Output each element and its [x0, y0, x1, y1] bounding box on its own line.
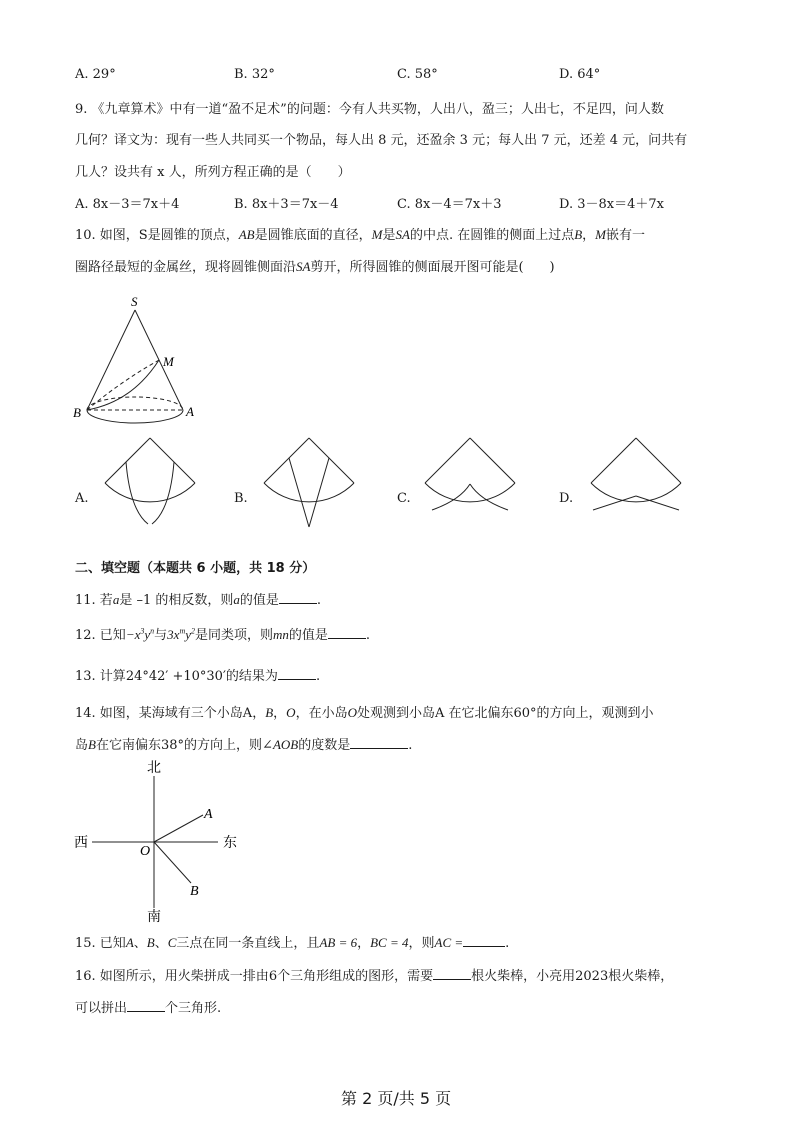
q9-option-b: B. 8x＋3＝7x－4: [234, 197, 339, 212]
q10-option-b-figure: [259, 432, 359, 532]
q9-line-3: 几人？设共有 x 人，所列方程正确的是（ ）: [75, 165, 351, 180]
compass-label-o: O: [140, 844, 151, 859]
q13-answer-blank[interactable]: [278, 667, 316, 680]
q14-answer-blank[interactable]: [350, 736, 408, 749]
q11: 11. 若a是 –1 的相反数，则a的值是 .: [75, 592, 322, 608]
compass-north: 北: [147, 761, 161, 776]
q10-option-a-label: A.: [75, 491, 89, 506]
section-2-title: 二、填空题（本题共 6 小题，共 18 分）: [75, 561, 316, 576]
compass-west: 西: [74, 836, 88, 851]
q9-option-c: C. 8x－4＝7x＋3: [397, 197, 502, 212]
cone-figure: [70, 290, 210, 435]
cone-label-b: B: [73, 405, 81, 420]
compass-east: 东: [223, 836, 237, 851]
q14-line-1: 14. 如图，某海域有三个小岛A，B，O，在小岛O处观测到小岛A 在它北偏东60°的方向上，观测到小: [75, 705, 654, 721]
q10-option-d-label: D.: [559, 491, 574, 506]
q16-answer-blank-2[interactable]: [127, 999, 165, 1012]
q12: 12. 已知$-x^3y^n$与$3x^my^2$是同类项，则mn的值是 .: [75, 626, 371, 643]
q15-answer-blank[interactable]: [463, 934, 505, 947]
q9-line-1: 9. 《九章算术》中有一道“盈不足术”的问题：今有人共买物，人出八，盈三；人出七，不足四，问人数: [75, 102, 664, 117]
q8-option-a: A. 29°: [75, 67, 116, 82]
q10-option-d-figure: [586, 432, 686, 532]
q8-option-d: D. 64°: [559, 67, 601, 82]
q10-option-c-figure: [420, 432, 520, 532]
cone-label-s: S: [131, 294, 138, 309]
q10-option-c-label: C.: [397, 491, 411, 506]
q16-answer-blank-1[interactable]: [433, 967, 471, 980]
compass-label-a: A: [204, 807, 213, 822]
q14-line-2: 岛B在它南偏东38°的方向上，则∠AOB的度数是 .: [75, 737, 413, 753]
compass-south: 南: [147, 910, 161, 925]
compass-label-b: B: [190, 884, 199, 899]
q13: 13. 计算24°42′ +10°30′的结果为 .: [75, 669, 321, 684]
q11-answer-blank[interactable]: [279, 591, 317, 604]
q16-line-1: 16. 如图所示，用火柴拼成一排由6个三角形组成的图形，需要 根火柴棒，小亮用2023根火柴棒，: [75, 969, 674, 984]
q8-option-b: B. 32°: [234, 67, 275, 82]
q9-option-a: A. 8x－3＝7x＋4: [75, 197, 180, 212]
q10-line-2: 圈路径最短的金属丝，现将圆锥侧面沿SA剪开，所得圆锥的侧面展开图可能是( ): [75, 259, 555, 275]
q10-option-a-figure: [100, 432, 200, 532]
q12-answer-blank[interactable]: [328, 626, 366, 639]
compass-figure: [70, 758, 250, 928]
q10-option-b-label: B.: [234, 491, 248, 506]
q9-line-2: 几何？译文为：现有一些人共同买一个物品，每人出 8 元，还盈余 3 元；每人出 7 元，还差 4 元，问共有: [75, 133, 688, 148]
q16-line-2: 可以拼出 个三角形.: [75, 1001, 222, 1016]
page-footer: 第 2 页/共 5 页: [341, 1089, 452, 1108]
q8-option-c: C. 58°: [397, 67, 438, 82]
q10-line-1: 10. 如图，S是圆锥的顶点，AB是圆锥底面的直径，M是SA的中点. 在圆锥的侧面上过点B，M嵌有一: [75, 227, 646, 243]
q15: 15. 已知A、B、C三点在同一条直线上，且AB = 6，BC = 4，则AC = .: [75, 935, 510, 951]
cone-label-m: M: [163, 354, 174, 369]
q9-option-d: D. 3－8x＝4＋7x: [559, 197, 664, 212]
cone-label-a: A: [186, 404, 194, 419]
